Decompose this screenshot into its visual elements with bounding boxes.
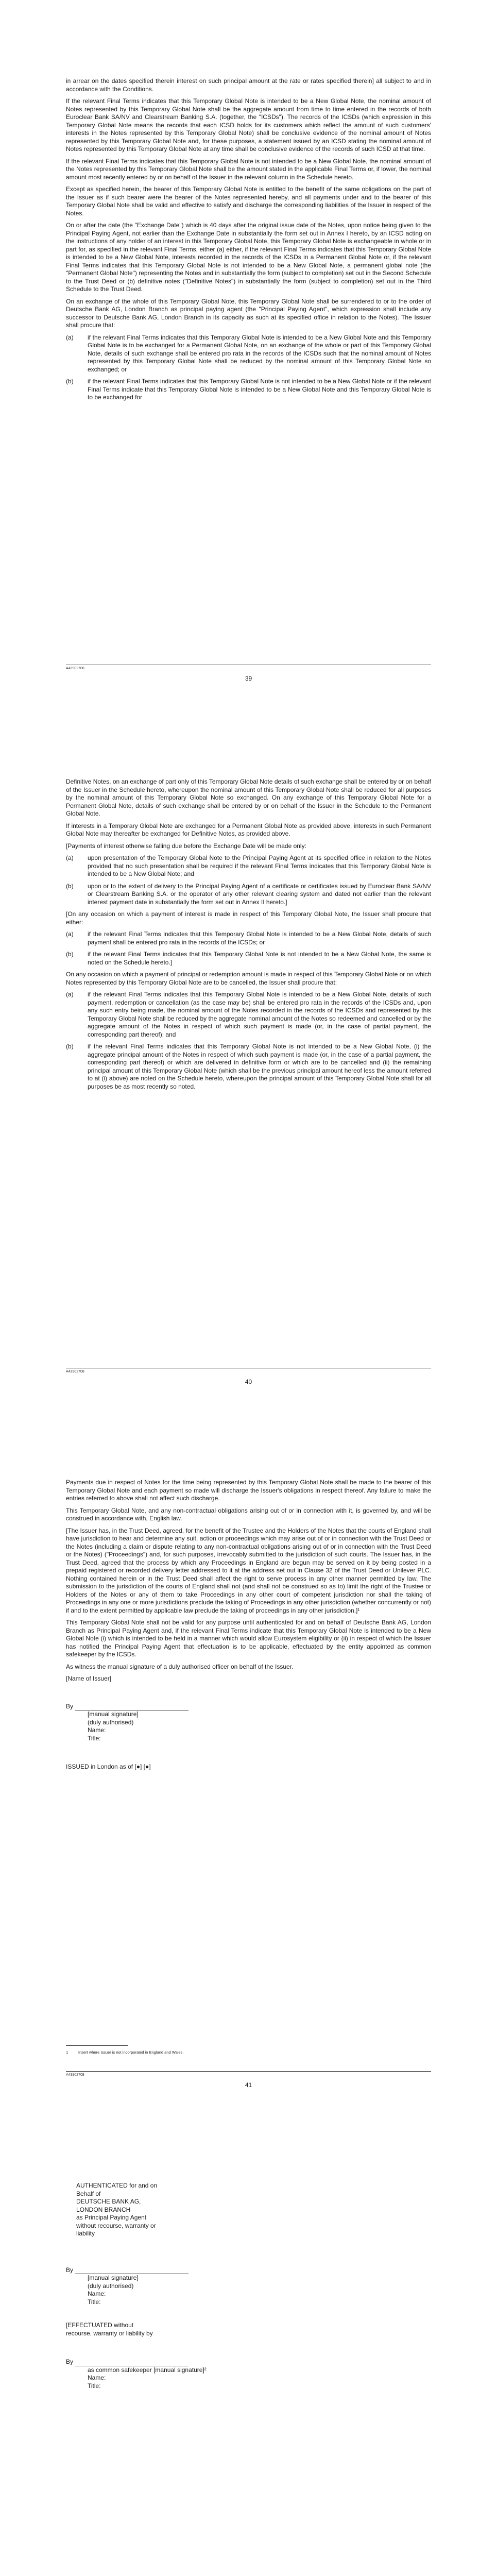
issuer-name: [Name of Issuer] (66, 1675, 112, 1682)
sig-name: Name: (88, 2290, 106, 2297)
auth-line: DEUTSCHE BANK AG, (76, 2198, 141, 2205)
paragraph: [Payments of interest otherwise falling due before the Exchange Date will be made only: (66, 842, 306, 850)
effectuated-line: recourse, warranty or liability by (66, 2329, 153, 2337)
page-42 (0, 2110, 497, 2576)
paragraph: If interests in a Temporary Global Note are exchanged for a Permanent Global Note as provided above, interests in such Permanent Global Note may thereafter be exchanged for Definitive Notes, as provided above. (66, 822, 431, 837)
page-40-body (66, 778, 431, 1095)
paragraph: On an exchange of the whole of this Temporary Global Note, this Temporary Global Note shall be surrendered to or to the order of Deutsche Bank AG, London Branch as principal paying agent (the "Principal Paying Agent", which expression shall include any successor to Deutsche Bank AG, London Branch in its capacity as such at its specified office in relation to the Notes). The Issuer shall procure that: (66, 297, 431, 329)
list-item (66, 883, 431, 907)
list-item-label: (a) (66, 930, 74, 938)
page-divider (66, 2071, 431, 2072)
footnote (66, 2045, 431, 2055)
list-item-text: upon or to the extent of delivery to the Principal Paying Agent of a certificate or certificates issued by Euroclear Bank SA/NV or Clearstream Banking S.A. or the operator of any other relevant clearing system and dated not earlier than the relevant interest payment date in substantially the form set out in Annex II hereto.] (88, 882, 431, 906)
signature-block (66, 1703, 431, 1743)
auth-line: without recourse, warranty or (76, 2222, 156, 2229)
list-item (66, 991, 431, 1039)
list-item-text: if the relevant Final Terms indicates that this Temporary Global Note is not intended to be a New Global Note or if the relevant Final Terms indicate that this Temporary Global Note is intended to be a New Global Note and this Temporary Global Note is to be exchanged for (88, 378, 431, 401)
list-item (66, 930, 431, 946)
issued-line: ISSUED in London as of [●] [●] (66, 1763, 151, 1770)
by-label: By (66, 1702, 74, 1710)
doc-code: A43902708 (66, 667, 84, 670)
paragraph: Payments due in respect of Notes for the time being represented by this Temporary Global Note shall be made to the bearer of this Temporary Global Note and each payment so made will discharge the Issuer's obligations in respect thereof. Any failure to make the entries referred to above shall not affect such discharge. (66, 1479, 431, 1502)
list-item-label: (b) (66, 1043, 74, 1050)
page-41-body (66, 1479, 431, 1775)
by-label: By (66, 2266, 74, 2274)
doc-code: A43902708 (66, 2073, 84, 2077)
paragraph: On or after the date (the "Exchange Date") which is 40 days after the original issue date of the Notes, upon notice being given to the Principal Paying Agent, not earlier than the Exchange Date in substantially the form set out in Annex I hereto, by an ICSD acting on the instructions of any holder of an interest in this Temporary Global Note, this Temporary Global Note is exchangeable in whole or in part for, as specified in the relevant Final Terms, either (a) either, if the relevant Final Terms indicates that this Temporary Global Note is intended to be a New Global Note, interests recorded in the records of the ICSDs in a Permanent Global Note or, if the relevant Final Terms indicates that this Temporary Global Note is not intended to be a New Global Note, a permanent global note (the "Permanent Global Note") representing the Notes and in substantially the form (subject to completion) set out in the Second Schedule to the Trust Deed or (b) definitive notes ("Definitive Notes") in substantially the form (subject to completion) set out in the Third Schedule to the Trust Deed. (66, 222, 431, 293)
list-item (66, 334, 431, 374)
signature-block (66, 2266, 431, 2307)
sig-name: Name: (88, 1726, 106, 1734)
paragraph: If the relevant Final Terms indicates that this Temporary Global Note is not intended to be a New Global Note, the nominal amount of the Notes represented by this Temporary Global Note shall be the amount stated in the applicable Final Terms or, if lower, the nominal amount most recently entered by or on behalf of the Issuer in the relevant column in the Schedule hereto. (66, 157, 431, 181)
sig-manual: [manual signature] (88, 1710, 139, 1718)
sig-name: Name: (88, 2374, 106, 2381)
paragraph: [On any occasion on which a payment of interest is made in respect of this Temporary Global Note, the Issuer shall procure that either: (66, 910, 431, 926)
list-item (66, 951, 431, 967)
sig-title: Title: (88, 2382, 101, 2389)
page-42-body (66, 2182, 431, 2390)
list-item (66, 854, 431, 878)
page-40 (0, 703, 497, 1406)
list-item-label: (b) (66, 378, 74, 385)
list-item-text: upon presentation of the Temporary Global Note to the Principal Paying Agent at its specified office in relation to the Notes provided that no such presentation shall be required if the relevant Final Terms indicates that this Temporary Global Note is intended to be a New Global Note; and (88, 854, 431, 877)
sig-manual: [manual signature] (88, 2274, 139, 2281)
effectuated-line: [EFFECTUATED without (66, 2321, 134, 2329)
list-item-text: if the relevant Final Terms indicates that this Temporary Global Note is not intended to be a New Global Note, the same is noted on the Schedule hereto.] (88, 951, 431, 966)
list-item-label: (a) (66, 991, 74, 998)
paragraph: Except as specified herein, the bearer of this Temporary Global Note is entitled to the benefit of the same obligations on the part of the Issuer as if such bearer were the bearer of the Notes represented hereby, and all payments under and to the bearer of this Temporary Global Note shall be valid and effective to satisfy and discharge the corresponding liabilities of the Issuer in respect of the Notes. (66, 185, 431, 217)
list-item-label: (a) (66, 333, 74, 341)
doc-code: A43902708 (66, 1370, 84, 1374)
paragraph: Definitive Notes, on an exchange of part only of this Temporary Global Note details of such exchange shall be entered by or on behalf of the Issuer in the Schedule hereto, whereupon the nominal amount of this Temporary Global Note shall be reduced for all purposes by the nominal amount of this Temporary Global Note so exchanged. On any exchange of this Temporary Global Note for a Permanent Global Note, details of such exchange shall be entered by or on behalf of the Issuer in the Schedule to the Permanent Global Note. (66, 778, 431, 817)
list-item (66, 378, 431, 402)
page-number: 41 (245, 2081, 252, 2089)
sig-title: Title: (88, 1734, 101, 1742)
list-item-text: if the relevant Final Terms indicates that this Temporary Global Note is not intended to be a New Global Note, (i) the aggregate principal amount of the Notes in respect of which such payment is made (or, in the case of a partial payment, the corresponding part thereof) or which are delivered in definitive form or which are to be cancelled and (ii) the remaining principal amount of this Temporary Global Note (which shall be the previous principal amount hereof less the amount referred to at (i) above) are noted on the Schedule hereto, whereupon the principal amount of this Temporary Global Note shall for all purposes be as most recently so noted. (88, 1043, 431, 1090)
paragraph: This Temporary Global Note shall not be valid for any purpose until authenticated for and on behalf of Deutsche Bank AG, London Branch as Principal Paying Agent and, if the relevant Final Terms indicate that this Temporary Global Note is intended to be a New Global Note (i) which is intended to be held in a manner which would allow Eurosystem eligibility or (ii) in respect of which the Issuer has notified the Principal Paying Agent that effectuation is to be applicable, effectuated by the entity appointed as common safekeeper by the ICSDs. (66, 1619, 431, 1658)
paragraph: On any occasion on which a payment of principal or redemption amount is made in respect of this Temporary Global Note or on which Notes represented by this Temporary Global Note are to be cancelled, the Issuer shall procure that: (66, 971, 431, 986)
auth-line: Behalf of (76, 2190, 101, 2197)
paragraph: in arrear on the dates specified therein interest on such principal amount at the rate or rates specified therein] all subject to and in accordance with the Conditions. (66, 77, 431, 93)
authentication-block (76, 2182, 431, 2238)
auth-line: AUTHENTICATED for and on (76, 2182, 158, 2189)
paragraph: If the relevant Final Terms indicates that this Temporary Global Note is intended to be a New Global Note, the nominal amount of Notes represented by this Temporary Global Note shall be the aggregate amount from time to time entered in the records of both Euroclear Bank SA/NV and Clearstream Banking S.A. (together, the "ICSDs"). The records of the ICSDs (which expression in this Temporary Global Note means the records that each ICSD holds for its customers which reflect the amount of such customers' interests in the Notes represented by this Temporary Global Note) shall be conclusive evidence of the nominal amount of Notes represented by this Temporary Global Note and, for these purposes, a statement issued by an ICSD stating the nominal amount of Notes represented by this Temporary Global Note at any time shall be conclusive evidence of the records of such ICSD at that time. (66, 97, 431, 152)
sig-safekeeper: as common safekeeper [manual signature]² (88, 2366, 207, 2374)
by-label: By (66, 2358, 74, 2365)
signature-block (66, 2358, 431, 2390)
page-41 (0, 1406, 497, 2110)
page-number: 39 (245, 675, 252, 682)
list-item-label: (b) (66, 951, 74, 958)
page-number: 40 (245, 1378, 252, 1385)
sig-authorised: (duly authorised) (88, 2282, 134, 2290)
effectuation-block (66, 2321, 431, 2337)
paragraph: As witness the manual signature of a duly authorised officer on behalf of the Issuer. (66, 1663, 294, 1670)
paragraph: [The Issuer has, in the Trust Deed, agreed, for the benefit of the Trustee and the Holders of the Notes that the courts of England shall have jurisdiction to hear and determine any suit, action or proceedings which may arise out of or in connection with the Trust Deed or the Notes (including a claim or dispute relating to any non-contractual obligations arising out of or in connection with the Trust Deed or the Notes) ("Proceedings") and, for such purposes, irrevocably submitted to the jurisdiction of such courts. The Issuer has, in the Trust Deed, agreed that the process by which any Proceedings in England are begun may be served on it by being posted in a prepaid registered or recorded delivery letter addressed to it at the address set out in Clause 32 of the Trust Deed or Unilever PLC. Nothing contained herein or in the Trust Deed shall affect the right to serve process in any other manner permitted by law. The submission to the jurisdiction of the courts of England shall not (and shall not be construed so as to) limit the right of the Trustee or Holders of the Notes or any of them to take Proceedings in any other court of competent jurisdiction nor shall the taking of Proceedings in any one or more jurisdictions preclude the taking of Proceedings in any other jurisdiction (whether concurrently or not) if and to the extent permitted by applicable law preclude the taking of proceedings in any other jurisdiction.]¹ (66, 1527, 431, 1614)
sig-title: Title: (88, 2298, 101, 2306)
list-item-label: (b) (66, 882, 74, 890)
auth-line: LONDON BRANCH (76, 2206, 131, 2213)
list-item-text: if the relevant Final Terms indicates that this Temporary Global Note is intended to be a New Global Note and this Temporary Global Note is to be exchanged for a Permanent Global Note, on an exchange of the whole or part of this Temporary Global Note, details of such exchange shall be entered pro rata in the records of the ICSDs such that the nominal amount of Notes represented by this Temporary Global Note shall be reduced by the nominal amount of this Temporary Global Note so exchanged; or (88, 333, 431, 373)
list-item-label: (a) (66, 854, 74, 861)
auth-line: liability (76, 2230, 95, 2237)
auth-line: as Principal Paying Agent (76, 2214, 147, 2221)
page-39 (0, 0, 497, 703)
list-item-text: if the relevant Final Terms indicates that this Temporary Global Note is intended to be a New Global Note, details of such payment shall be entered pro rata in the records of the ICSDs; or (88, 930, 431, 946)
sig-authorised: (duly authorised) (88, 1718, 134, 1726)
list-item (66, 1043, 431, 1091)
footnote-text: Insert where Issuer is not incorporated in England and Wales. (78, 2050, 184, 2055)
page-39-body (66, 77, 431, 406)
paragraph: This Temporary Global Note, and any non-contractual obligations arising out of or in connection with it, is governed by, and will be construed in accordance with, English law. (66, 1506, 431, 1522)
footnote-mark: 1 (66, 2050, 68, 2055)
list-item-text: if the relevant Final Terms indicates that this Temporary Global Note is intended to be a New Global Note, details of such payment, redemption or cancellation (as the case may be) shall be entered pro rata in the records of the ICSDs and, upon any such entry being made, the nominal amount of the Notes recorded in the records of the ICSDs and represented by this Temporary Global Note shall be reduced by the aggregate nominal amount of the Notes so redeemed and cancelled or by the aggregate amount of the Notes in respect of which such payment is made (or, in the case of partial payment, the corresponding part thereof); and (88, 991, 431, 1038)
